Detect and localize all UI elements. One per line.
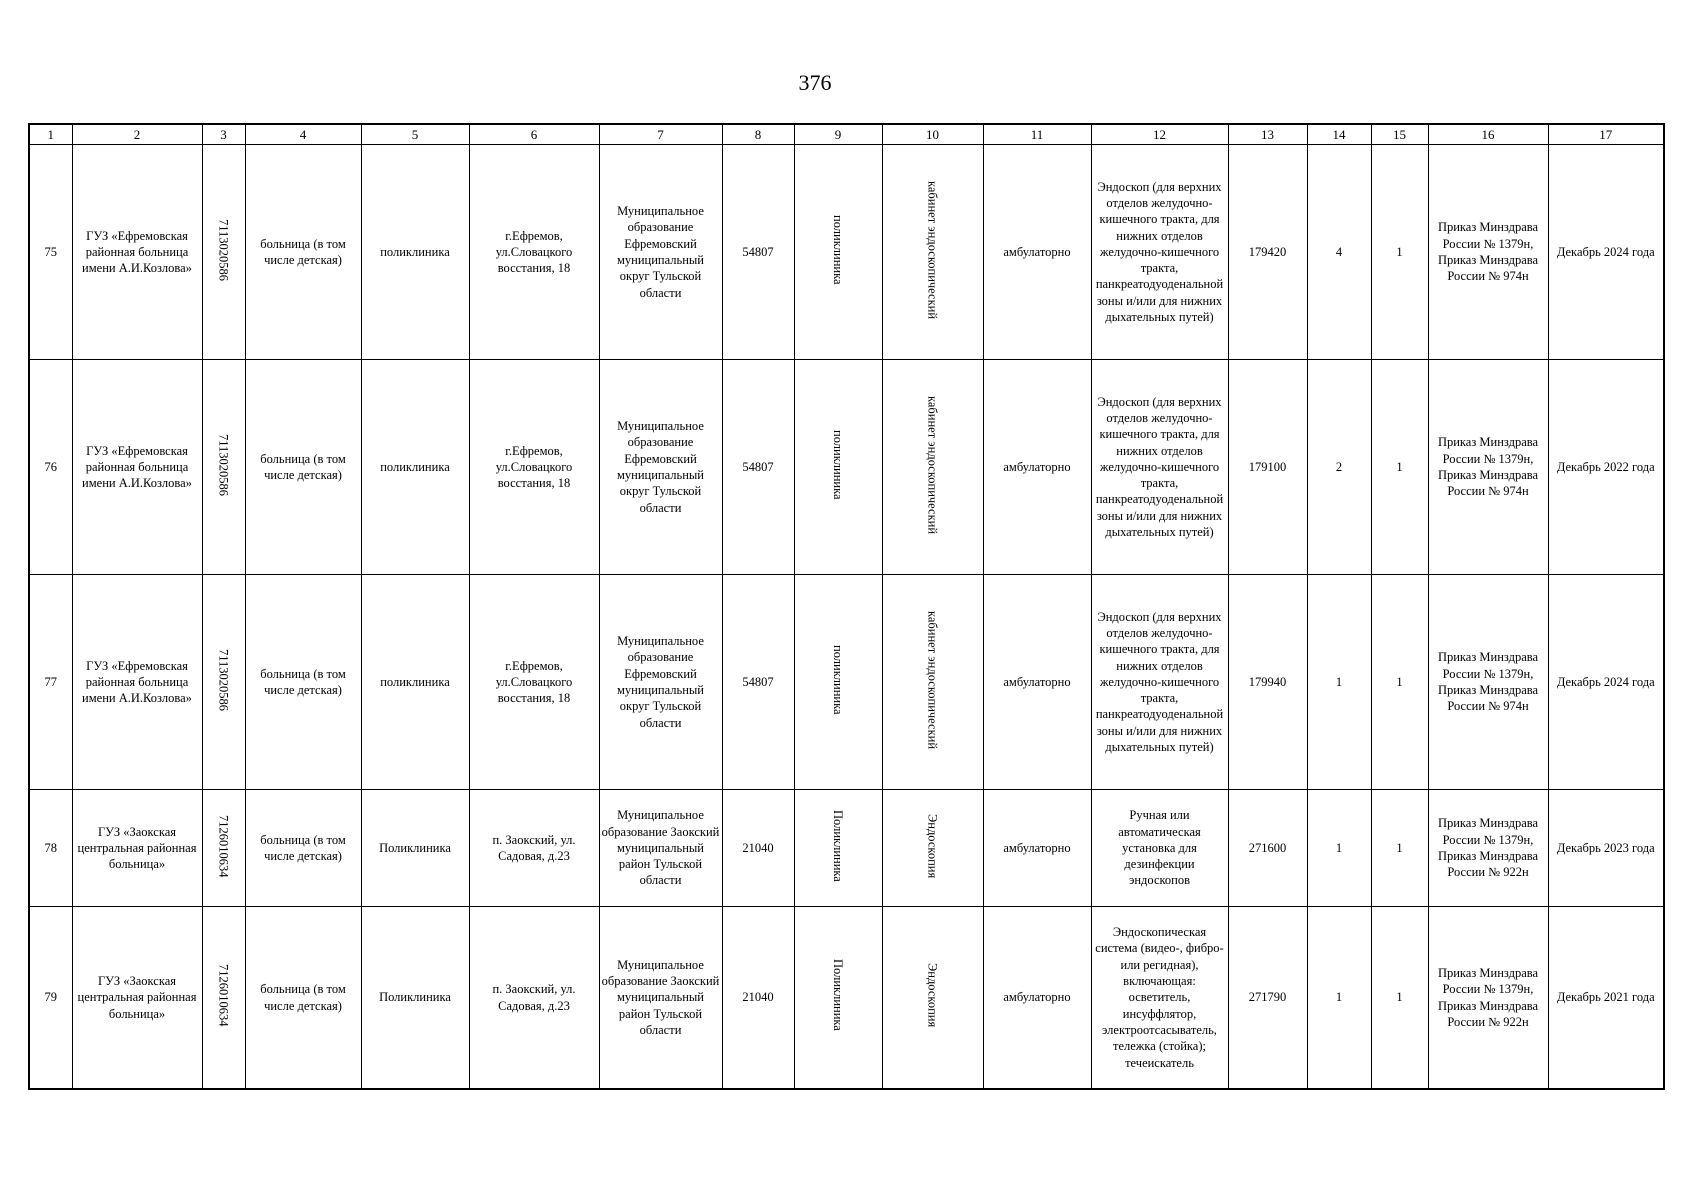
unit-cell: Поликлиника bbox=[361, 907, 469, 1090]
column-number-row bbox=[29, 124, 1664, 145]
order-cell: Приказ Минздрава России № 1379н, Приказ Минздрава России № 922н bbox=[1428, 790, 1548, 907]
column-header: 10 bbox=[882, 124, 983, 145]
column-header: 6 bbox=[469, 124, 599, 145]
column-14-cell: 1 bbox=[1307, 907, 1371, 1090]
equipment-code-cell: 179940 bbox=[1228, 575, 1307, 790]
inn-text: 7113020586 bbox=[216, 218, 231, 281]
code-cell: 54807 bbox=[722, 145, 794, 360]
municipality-cell: Муниципальное образование Заокский муниципальный район Тульской области bbox=[599, 790, 722, 907]
care-type-cell: амбулаторно bbox=[983, 360, 1091, 575]
column-14-cell: 4 bbox=[1307, 145, 1371, 360]
organization-cell: ГУЗ «Заокская центральная районная больница» bbox=[72, 907, 202, 1090]
care-type-cell: амбулаторно bbox=[983, 907, 1091, 1090]
order-cell: Приказ Минздрава России № 1379н, Приказ Минздрава России № 974н bbox=[1428, 360, 1548, 575]
inn-text: 7113020586 bbox=[216, 433, 231, 496]
organization-cell: ГУЗ «Ефремовская районная больница имени А.И.Козлова» bbox=[72, 575, 202, 790]
inn-text: 7126010634 bbox=[216, 964, 231, 1027]
unit-cell: Поликлиника bbox=[361, 790, 469, 907]
care-type-cell: амбулаторно bbox=[983, 145, 1091, 360]
equipment-cell: Ручная или автоматическая установка для дезинфекции эндоскопов bbox=[1091, 790, 1228, 907]
municipality-cell: Муниципальное образование Ефремовский муниципальный округ Тульской области bbox=[599, 575, 722, 790]
row-number-cell: 76 bbox=[29, 360, 72, 575]
care-type-cell: амбулаторно bbox=[983, 790, 1091, 907]
address-cell: г.Ефремов, ул.Словацкого восстания, 18 bbox=[469, 360, 599, 575]
date-cell: Декабрь 2024 года bbox=[1548, 575, 1664, 790]
code-cell: 54807 bbox=[722, 575, 794, 790]
facility-type-cell: больница (в том числе детская) bbox=[245, 575, 361, 790]
column-15-cell: 1 bbox=[1371, 360, 1428, 575]
unit-cell: поликлиника bbox=[361, 575, 469, 790]
facility-type-cell: больница (в том числе детская) bbox=[245, 790, 361, 907]
inn-text: 7126010634 bbox=[216, 814, 231, 878]
unit-cell: поликлиника bbox=[361, 360, 469, 575]
room-text: Эндоскопия bbox=[925, 813, 940, 878]
table-row bbox=[29, 907, 1664, 1090]
table-row bbox=[29, 790, 1664, 907]
row-number-cell: 77 bbox=[29, 575, 72, 790]
equipment-table bbox=[28, 123, 1665, 1090]
room-text: кабинет эндоскопический bbox=[925, 180, 940, 319]
date-cell: Декабрь 2023 года bbox=[1548, 790, 1664, 907]
column-header: 12 bbox=[1091, 124, 1228, 145]
column-header: 16 bbox=[1428, 124, 1548, 145]
row-number-cell: 78 bbox=[29, 790, 72, 907]
room-cell bbox=[882, 360, 983, 575]
inn-cell bbox=[202, 360, 245, 575]
organization-cell: ГУЗ «Заокская центральная районная больница» bbox=[72, 790, 202, 907]
department-text: Поликлиника bbox=[831, 959, 845, 1032]
table-row bbox=[29, 575, 1664, 790]
column-15-cell: 1 bbox=[1371, 575, 1428, 790]
department-cell bbox=[794, 145, 882, 360]
column-header: 3 bbox=[202, 124, 245, 145]
room-text: кабинет эндоскопический bbox=[925, 610, 940, 749]
equipment-cell: Эндоскопическая система (видео-, фибро- или регидная), включающая: осветитель, инсуффлятор, электроотсасыватель, тележка (стойка); течеискатель bbox=[1091, 907, 1228, 1090]
room-text: кабинет эндоскопический bbox=[925, 395, 940, 534]
row-number-cell: 79 bbox=[29, 907, 72, 1090]
department-cell bbox=[794, 360, 882, 575]
room-cell bbox=[882, 907, 983, 1090]
municipality-cell: Муниципальное образование Ефремовский муниципальный округ Тульской области bbox=[599, 360, 722, 575]
department-text: Поликлиника bbox=[831, 809, 845, 882]
address-cell: г.Ефремов, ул.Словацкого восстания, 18 bbox=[469, 145, 599, 360]
column-header: 9 bbox=[794, 124, 882, 145]
order-cell: Приказ Минздрава России № 1379н, Приказ Минздрава России № 922н bbox=[1428, 907, 1548, 1090]
date-cell: Декабрь 2024 года bbox=[1548, 145, 1664, 360]
municipality-cell: Муниципальное образование Заокский муниципальный район Тульской области bbox=[599, 907, 722, 1090]
date-cell: Декабрь 2021 года bbox=[1548, 907, 1664, 1090]
table-row bbox=[29, 145, 1664, 360]
table-row bbox=[29, 360, 1664, 575]
column-header: 4 bbox=[245, 124, 361, 145]
inn-cell bbox=[202, 575, 245, 790]
equipment-code-cell: 179420 bbox=[1228, 145, 1307, 360]
column-14-cell: 1 bbox=[1307, 790, 1371, 907]
code-cell: 21040 bbox=[722, 790, 794, 907]
facility-type-cell: больница (в том числе детская) bbox=[245, 360, 361, 575]
column-header: 11 bbox=[983, 124, 1091, 145]
column-14-cell: 2 bbox=[1307, 360, 1371, 575]
municipality-cell: Муниципальное образование Ефремовский муниципальный округ Тульской области bbox=[599, 145, 722, 360]
column-header: 2 bbox=[72, 124, 202, 145]
column-15-cell: 1 bbox=[1371, 145, 1428, 360]
department-cell bbox=[794, 907, 882, 1090]
organization-cell: ГУЗ «Ефремовская районная больница имени А.И.Козлова» bbox=[72, 360, 202, 575]
equipment-code-cell: 271600 bbox=[1228, 790, 1307, 907]
address-cell: п. Заокский, ул. Садовая, д.23 bbox=[469, 790, 599, 907]
department-cell bbox=[794, 575, 882, 790]
organization-cell: ГУЗ «Ефремовская районная больница имени А.И.Козлова» bbox=[72, 145, 202, 360]
unit-cell: поликлиника bbox=[361, 145, 469, 360]
facility-type-cell: больница (в том числе детская) bbox=[245, 907, 361, 1090]
inn-cell bbox=[202, 145, 245, 360]
column-header: 1 bbox=[29, 124, 72, 145]
equipment-code-cell: 271790 bbox=[1228, 907, 1307, 1090]
department-cell bbox=[794, 790, 882, 907]
department-text: поликлиника bbox=[831, 430, 845, 500]
department-text: поликлиника bbox=[831, 215, 845, 285]
address-cell: п. Заокский, ул. Садовая, д.23 bbox=[469, 907, 599, 1090]
column-15-cell: 1 bbox=[1371, 907, 1428, 1090]
column-14-cell: 1 bbox=[1307, 575, 1371, 790]
inn-text: 7113020586 bbox=[216, 648, 231, 711]
order-cell: Приказ Минздрава России № 1379н, Приказ Минздрава России № 974н bbox=[1428, 575, 1548, 790]
inn-cell bbox=[202, 907, 245, 1090]
care-type-cell: амбулаторно bbox=[983, 575, 1091, 790]
room-text: Эндоскопия bbox=[925, 963, 940, 1028]
code-cell: 21040 bbox=[722, 907, 794, 1090]
department-text: поликлиника bbox=[831, 645, 845, 715]
room-cell bbox=[882, 145, 983, 360]
date-cell: Декабрь 2022 года bbox=[1548, 360, 1664, 575]
column-header: 13 bbox=[1228, 124, 1307, 145]
order-cell: Приказ Минздрава России № 1379н, Приказ Минздрава России № 974н bbox=[1428, 145, 1548, 360]
address-cell: г.Ефремов, ул.Словацкого восстания, 18 bbox=[469, 575, 599, 790]
room-cell bbox=[882, 575, 983, 790]
equipment-cell: Эндоскоп (для верхних отделов желудочно-кишечного тракта, для нижних отделов желудочно-кишечного тракта, панкреатодуоденальной зоны и/или для нижних дыхательных путей) bbox=[1091, 575, 1228, 790]
inn-cell bbox=[202, 790, 245, 907]
code-cell: 54807 bbox=[722, 360, 794, 575]
equipment-cell: Эндоскоп (для верхних отделов желудочно-кишечного тракта, для нижних отделов желудочно-кишечного тракта, панкреатодуоденальной зоны и/или для нижних дыхательных путей) bbox=[1091, 145, 1228, 360]
page-number: 376 bbox=[798, 70, 832, 95]
equipment-code-cell: 179100 bbox=[1228, 360, 1307, 575]
column-header: 17 bbox=[1548, 124, 1664, 145]
row-number-cell: 75 bbox=[29, 145, 72, 360]
facility-type-cell: больница (в том числе детская) bbox=[245, 145, 361, 360]
room-cell bbox=[882, 790, 983, 907]
column-header: 14 bbox=[1307, 124, 1371, 145]
column-15-cell: 1 bbox=[1371, 790, 1428, 907]
column-header: 7 bbox=[599, 124, 722, 145]
column-header: 8 bbox=[722, 124, 794, 145]
column-header: 15 bbox=[1371, 124, 1428, 145]
column-header: 5 bbox=[361, 124, 469, 145]
equipment-cell: Эндоскоп (для верхних отделов желудочно-кишечного тракта, для нижних отделов желудочно-кишечного тракта, панкреатодуоденальной зоны и/или для нижних дыхательных путей) bbox=[1091, 360, 1228, 575]
